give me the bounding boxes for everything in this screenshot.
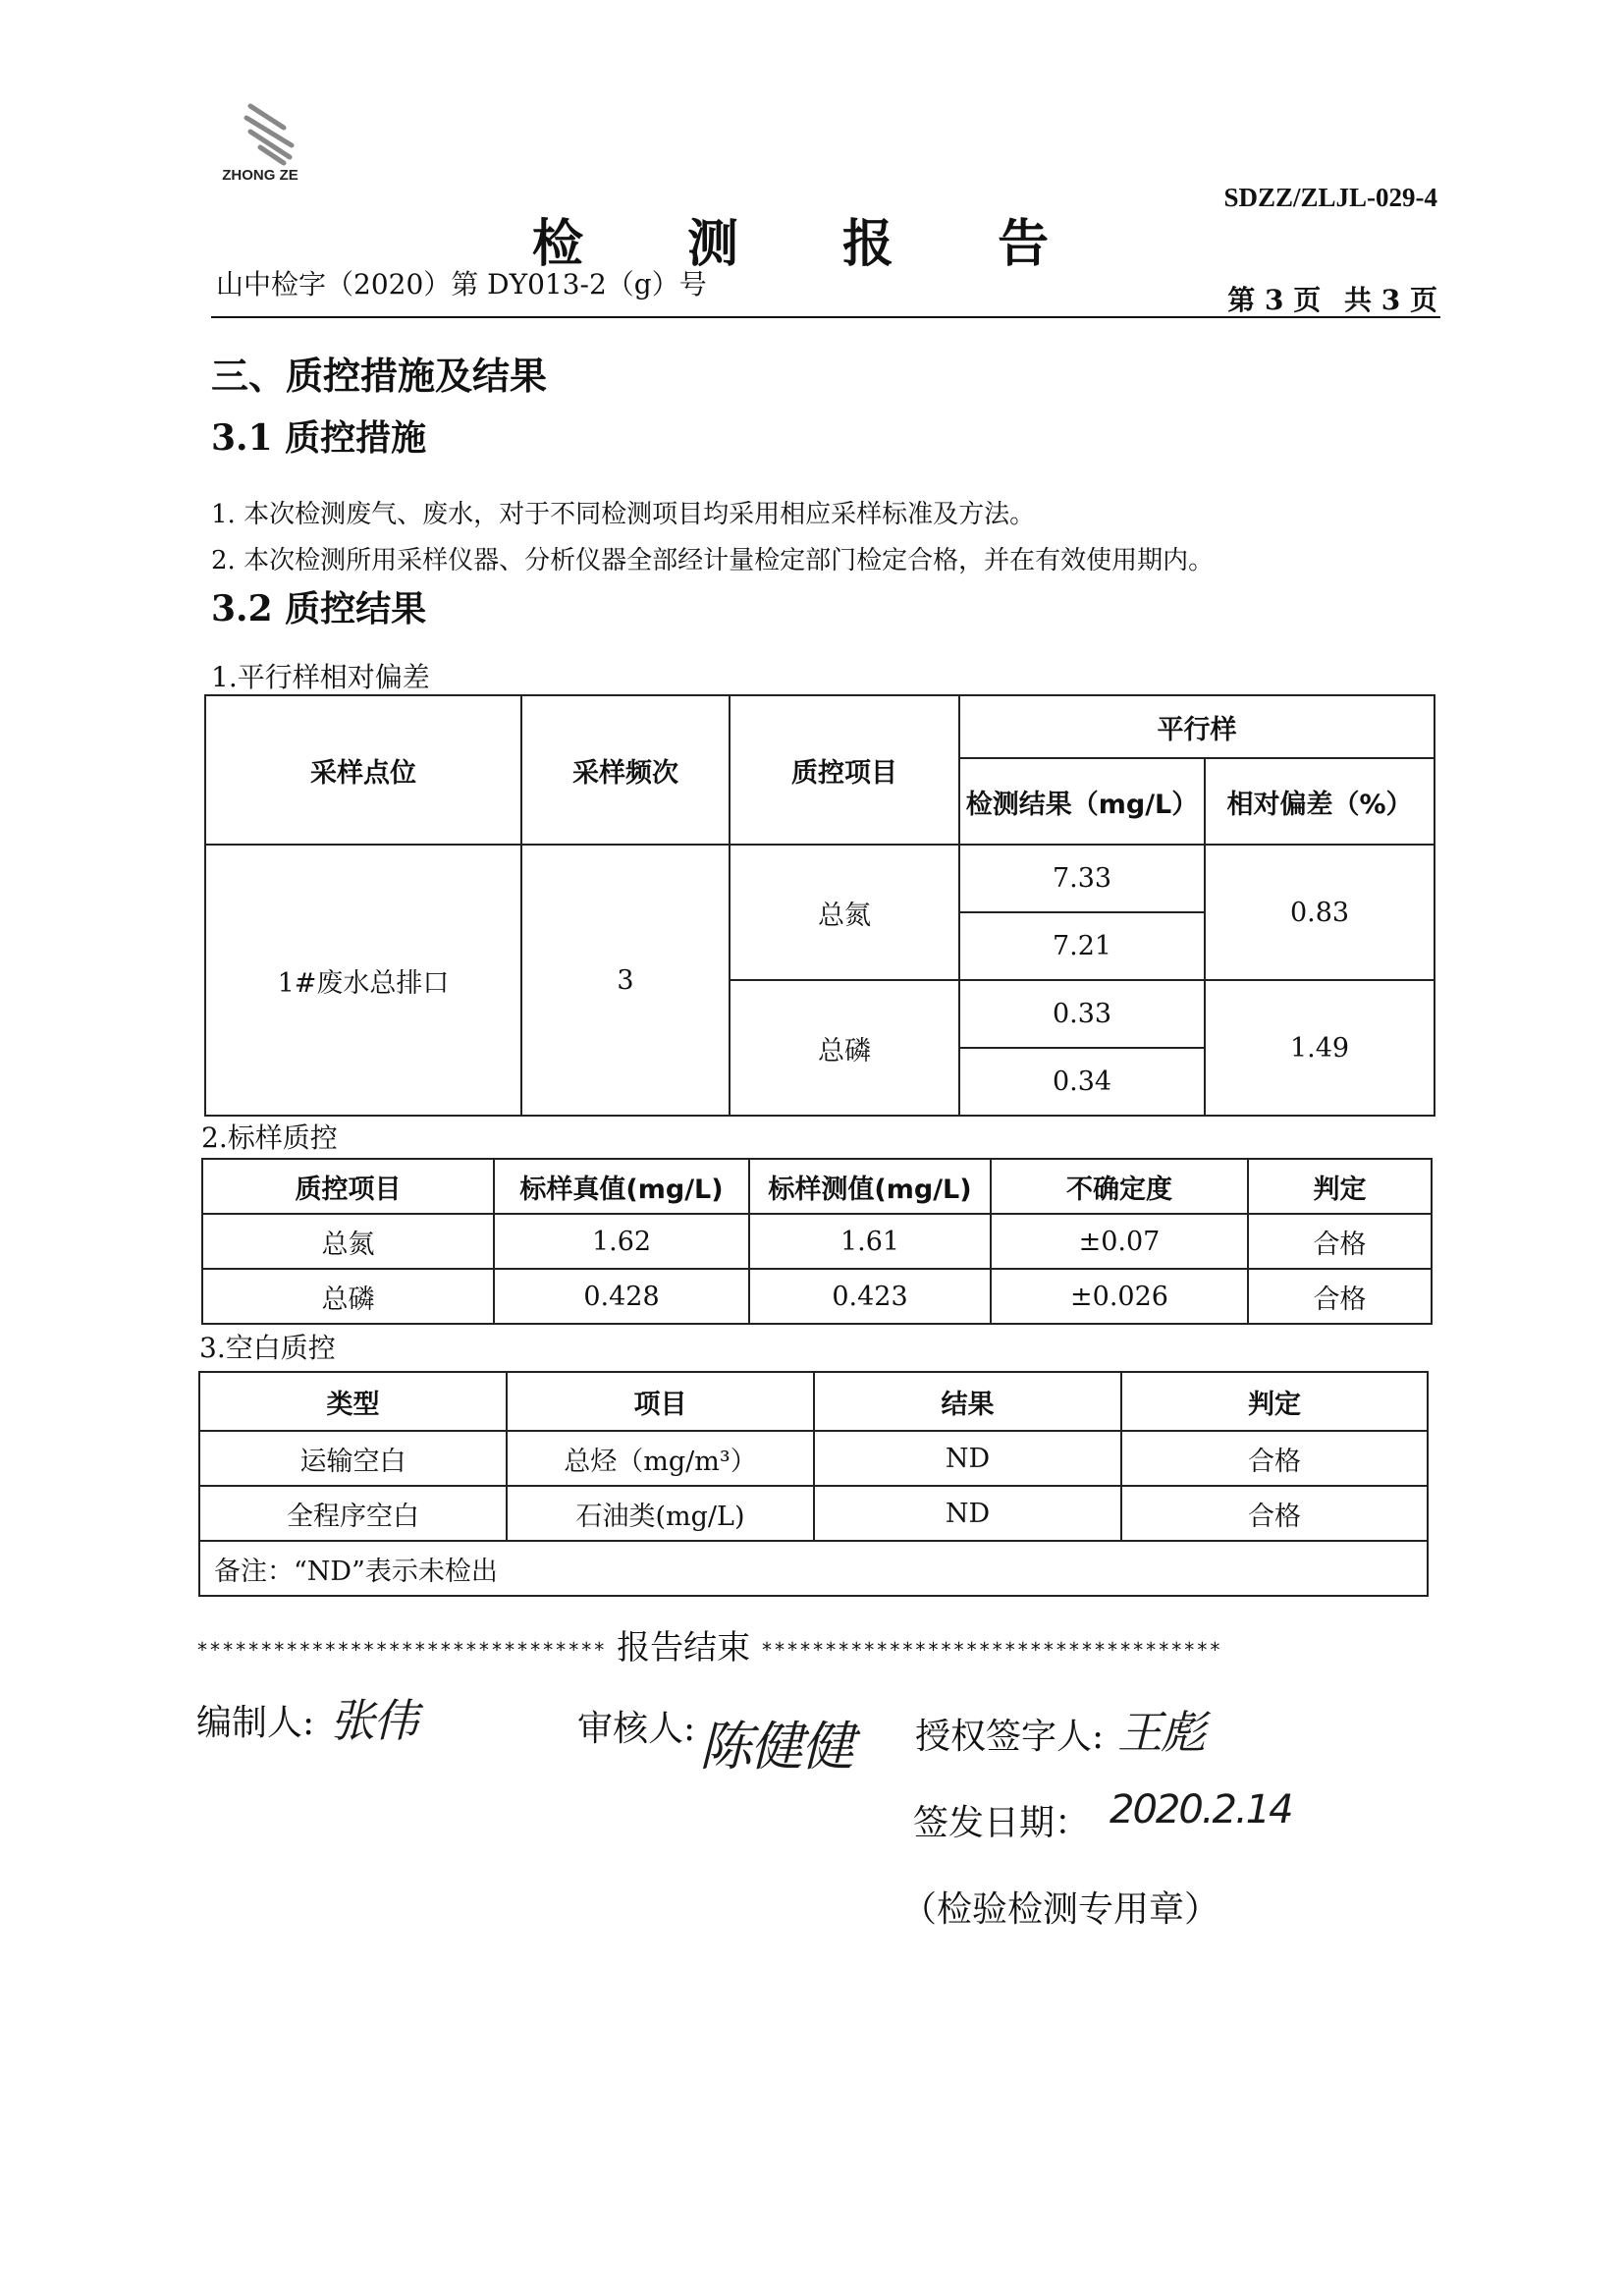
report-end-label: 报告结束 xyxy=(617,1628,751,1667)
cell-uncertainty: ±0.07 xyxy=(991,1214,1248,1269)
cell-result: ND xyxy=(814,1431,1121,1486)
col-header-result: 结果 xyxy=(814,1372,1121,1431)
col-header-true-value: 标样真值(mg/L) xyxy=(494,1159,749,1214)
page-title: 检 测 报 告 xyxy=(531,214,1093,274)
cell-judgement: 合格 xyxy=(1121,1486,1428,1541)
standard-sample-table xyxy=(201,1158,1433,1325)
col-header-site: 采样点位 xyxy=(205,695,521,845)
table-row xyxy=(199,1431,1428,1486)
report-end-line xyxy=(196,1620,1434,1668)
document-code: SDZZ/ZLJL-029-4 xyxy=(1223,183,1437,212)
col-header-frequency: 采样频次 xyxy=(521,695,730,845)
cell-judgement: 合格 xyxy=(1248,1269,1432,1324)
col-header-uncertainty: 不确定度 xyxy=(991,1159,1248,1214)
col-header-judgement: 判定 xyxy=(1121,1372,1428,1431)
standard-caption: 2.标样质控 xyxy=(201,1121,338,1154)
col-header-measured-value: 标样测值(mg/L) xyxy=(749,1159,991,1214)
measures-heading: 3.1 质控措施 xyxy=(211,417,427,459)
report-number: 山中检字（2020）第 DY013-2（g）号 xyxy=(216,268,707,301)
cell-type: 运输空白 xyxy=(199,1431,507,1486)
cell-frequency: 3 xyxy=(521,845,730,1116)
issue-date-value: 2020.2.14 xyxy=(1110,1787,1292,1832)
cell-item: 总磷 xyxy=(202,1269,494,1324)
measure-item-1: 1. 本次检测废气、废水，对于不同检测项目均采用相应采样标准及方法。 xyxy=(211,500,1036,529)
reviewer-label: 审核人: xyxy=(577,1709,696,1749)
seal-label: （检验检测专用章） xyxy=(901,1889,1220,1930)
cell-true-value: 1.62 xyxy=(494,1214,749,1269)
col-header-rsd: 相对偏差（%） xyxy=(1205,758,1435,845)
cell-item: 总烃（mg/m³） xyxy=(507,1431,814,1486)
cell-item: 总氮 xyxy=(730,845,959,980)
table-note: 备注：“ND”表示未检出 xyxy=(199,1541,1428,1596)
col-header-item: 项目 xyxy=(507,1372,814,1431)
cell-result: 7.21 xyxy=(959,912,1205,980)
col-header-result: 检测结果（mg/L） xyxy=(959,758,1205,845)
compiler-signature: 张伟 xyxy=(330,1694,416,1747)
results-heading: 3.2 质控结果 xyxy=(211,588,427,629)
cell-rsd: 0.83 xyxy=(1205,845,1435,980)
col-header-type: 类型 xyxy=(199,1372,507,1431)
blank-caption: 3.空白质控 xyxy=(199,1332,336,1364)
cell-result: ND xyxy=(814,1486,1121,1541)
parallel-caption: 1.平行样相对偏差 xyxy=(211,661,430,693)
blank-qc-table xyxy=(198,1371,1429,1597)
logo-stripes-icon xyxy=(241,98,299,167)
reviewer-signature: 陈健健 xyxy=(699,1716,852,1777)
cell-result: 0.33 xyxy=(959,980,1205,1048)
page-current: 第 3 页 xyxy=(1227,284,1322,316)
section-title: 三、质控措施及结果 xyxy=(211,354,548,398)
cell-rsd: 1.49 xyxy=(1205,980,1435,1116)
measure-item-2: 2. 本次检测所用采样仪器、分析仪器全部经计量检定部门检定合格，并在有效使用期内。 xyxy=(211,546,1215,575)
authorizer-label: 授权签字人: xyxy=(915,1717,1105,1757)
col-header-item: 质控项目 xyxy=(730,695,959,845)
cell-item: 总磷 xyxy=(730,980,959,1116)
cell-measured-value: 0.423 xyxy=(749,1269,991,1324)
cell-judgement: 合格 xyxy=(1248,1214,1432,1269)
logo-text: ZHONG ZE xyxy=(222,167,298,184)
end-stars-left: ******************************** xyxy=(196,1638,607,1662)
cell-measured-value: 1.61 xyxy=(749,1214,991,1269)
cell-item: 石油类(mg/L) xyxy=(507,1486,814,1541)
parallel-sample-table xyxy=(204,694,1435,1117)
end-stars-right: ************************************ xyxy=(760,1638,1222,1662)
cell-uncertainty: ±0.026 xyxy=(991,1269,1248,1324)
table-row xyxy=(199,1541,1428,1596)
cell-item: 总氮 xyxy=(202,1214,494,1269)
col-header-item: 质控项目 xyxy=(202,1159,494,1214)
compiler-label: 编制人: xyxy=(196,1703,315,1743)
cell-result: 7.33 xyxy=(959,845,1205,912)
table-row xyxy=(202,1214,1432,1269)
col-header-parallel: 平行样 xyxy=(959,695,1435,758)
company-logo xyxy=(211,98,329,196)
page-number xyxy=(1214,279,1437,318)
cell-site: 1#废水总排口 xyxy=(205,845,521,1116)
issue-date-label: 签发日期： xyxy=(913,1803,1091,1843)
table-row xyxy=(202,1269,1432,1324)
cell-result: 0.34 xyxy=(959,1048,1205,1116)
cell-true-value: 0.428 xyxy=(494,1269,749,1324)
col-header-judgement: 判定 xyxy=(1248,1159,1432,1214)
header-divider xyxy=(211,316,1440,318)
authorizer-signature: 王彪 xyxy=(1117,1706,1204,1759)
page-total: 共 3 页 xyxy=(1344,284,1437,316)
cell-type: 全程序空白 xyxy=(199,1486,507,1541)
cell-judgement: 合格 xyxy=(1121,1431,1428,1486)
table-row xyxy=(199,1486,1428,1541)
table-row xyxy=(205,845,1435,912)
